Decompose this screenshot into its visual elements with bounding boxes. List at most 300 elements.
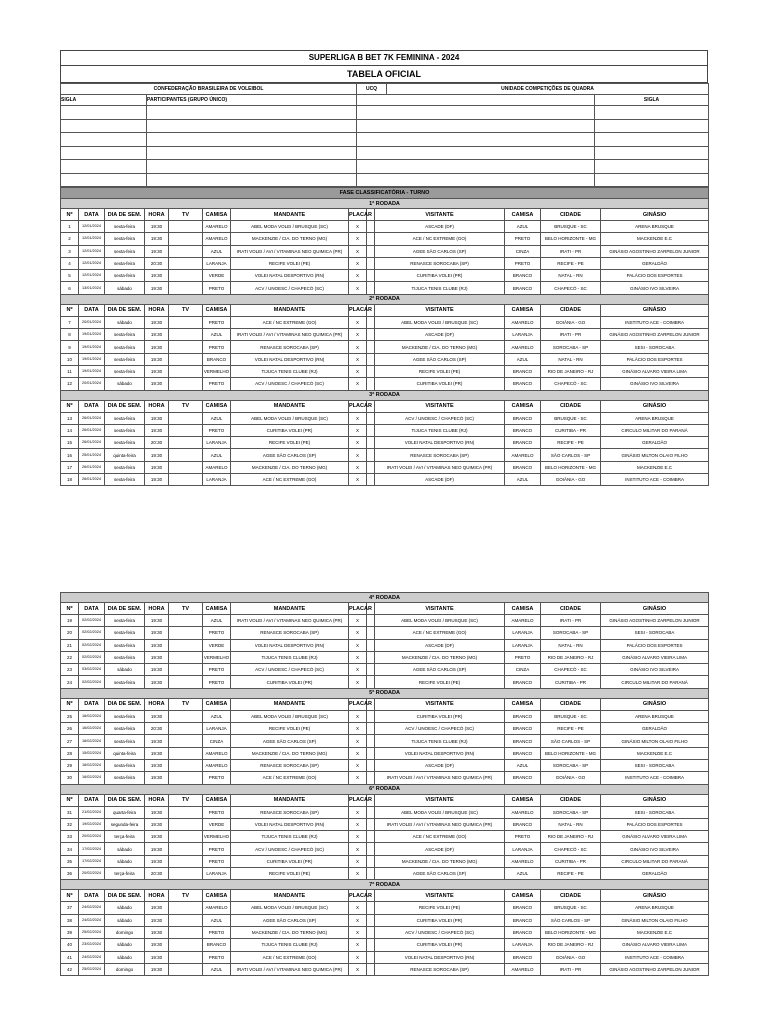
col-home-team: TIJUCA TENIS CLUBE (RJ): [231, 939, 349, 951]
col-weekday: sábado: [105, 855, 145, 867]
col-num: 10: [61, 353, 79, 365]
col-away-shirt: AMARELO: [505, 316, 541, 328]
column-header-row: [61, 304, 709, 316]
col-city: GOIÂNIA - GO: [541, 772, 601, 784]
schedule-table-1: [60, 187, 709, 486]
col-gym: GINÁSIO MILTON OLAIO FILHO: [601, 914, 709, 926]
col-away-team: AGEE SÃO CARLOS (SP): [375, 245, 505, 257]
col-city: RECIFE - PE: [541, 868, 601, 880]
col-weekday: sexta-feira: [105, 437, 145, 449]
col-away-team: VOLEI NATAL DESPORTIVO (RN): [375, 951, 505, 963]
col-away-team-header: VISITANTE: [375, 209, 505, 221]
col-score2: [367, 627, 375, 639]
col-weekday: sábado: [105, 951, 145, 963]
col-home-team: RENASCE SOROCABA (SP): [231, 759, 349, 771]
col-home-team: ACV / UNOESC / CHAPECÓ (SC): [231, 378, 349, 390]
col-num: 11: [61, 365, 79, 377]
col-weekday-header: DIA DE SEM.: [105, 400, 145, 412]
col-score2: [367, 710, 375, 722]
col-city: GOIÂNIA - GO: [541, 316, 601, 328]
phase-title: FASE CLASSIFICATÓRIA - TURNO: [61, 188, 709, 199]
col-weekday-header: DIA DE SEM.: [105, 304, 145, 316]
column-header-row: [61, 603, 709, 615]
col-date: 24/02/2024: [79, 914, 105, 926]
col-city: NATAL - RN: [541, 270, 601, 282]
col-gym: GINÁSIO AGOSTINHO ZARPELON JUNIOR: [601, 963, 709, 975]
col-home-team: CURITIBA VOLEI (PR): [231, 424, 349, 436]
col-city: BRUSQUE - SC: [541, 710, 601, 722]
col-score2: [367, 378, 375, 390]
col-gym: GINÁSIO ALVARO VIEIRA LIMA: [601, 831, 709, 843]
col-weekday: terça-feira: [105, 868, 145, 880]
col-weekday: sexta-feira: [105, 365, 145, 377]
col-date: 25/01/2024: [79, 449, 105, 461]
col-weekday: sexta-feira: [105, 676, 145, 688]
col-home-shirt: LARANJA: [203, 474, 231, 486]
col-num: 5: [61, 270, 79, 282]
col-date: 19/01/2024: [79, 365, 105, 377]
col-away-team: ABEL MODA VOLEI / BRUSQUE (SC): [375, 316, 505, 328]
col-score2: [367, 437, 375, 449]
col-score-header: PLACAR: [349, 603, 367, 615]
col-tv: [169, 437, 203, 449]
participant-blank-row: [61, 119, 709, 133]
col-score-header: PLACAR: [349, 400, 367, 412]
col-away-shirt: AMARELO: [505, 963, 541, 975]
col-date: 02/02/2024: [79, 676, 105, 688]
col-tv: [169, 855, 203, 867]
col-away-shirt: BRANCO: [505, 818, 541, 830]
col-score: X: [349, 939, 367, 951]
col-score: X: [349, 855, 367, 867]
round-title: 5ª RODADA: [61, 688, 709, 698]
col-time: 19:30: [145, 735, 169, 747]
col-date: 16/02/2024: [79, 723, 105, 735]
col-city: IRATI - PR: [541, 329, 601, 341]
col-weekday: sábado: [105, 378, 145, 390]
col-date: 02/02/2024: [79, 615, 105, 627]
match-row: [61, 639, 709, 651]
col-num: 41: [61, 951, 79, 963]
col-gym: MACKENZIE E.C: [601, 747, 709, 759]
col-gym: ARENA BRUSQUE: [601, 412, 709, 424]
col-gym: PALÁCIO DOS ESPORTES: [601, 353, 709, 365]
col-away-team: ABEL MODA VOLEI / BRUSQUE (SC): [375, 615, 505, 627]
col-num: 7: [61, 316, 79, 328]
col-time: 19:30: [145, 926, 169, 938]
col-date: 26/01/2024: [79, 424, 105, 436]
col-gym: GINÁSIO AGOSTINHO ZARPELON JUNIOR: [601, 329, 709, 341]
round-title: 4ª RODADA: [61, 593, 709, 603]
col-weekday: sexta-feira: [105, 735, 145, 747]
schedule-table-2: [60, 592, 709, 976]
col-weekday-header: DIA DE SEM.: [105, 794, 145, 806]
col-city: BELO HORIZONTE - MG: [541, 461, 601, 473]
col-away-team: TIJUCA TENIS CLUBE (RJ): [375, 282, 505, 294]
col-city-header: CIDADE: [541, 698, 601, 710]
col-score2: [367, 676, 375, 688]
col-time: 19:30: [145, 664, 169, 676]
col-home-shirt: AMARELO: [203, 221, 231, 233]
col-score-header: PLACAR: [349, 209, 367, 221]
col-tv-header: TV: [169, 698, 203, 710]
col-away-shirt: BRANCO: [505, 365, 541, 377]
col-home-team-header: MANDANTE: [231, 603, 349, 615]
col-weekday: sexta-feira: [105, 461, 145, 473]
col-away-team: AGEE SÃO CARLOS (SP): [375, 868, 505, 880]
match-row: [61, 855, 709, 867]
col-home-team: AGEE SÃO CARLOS (SP): [231, 449, 349, 461]
col-city-header: CIDADE: [541, 890, 601, 902]
col-home-team: MACKENZIE / CIA. DO TERNO (MG): [231, 461, 349, 473]
col-weekday: sexta-feira: [105, 412, 145, 424]
col-weekday: sábado: [105, 316, 145, 328]
col-weekday: sexta-feira: [105, 710, 145, 722]
col-score: X: [349, 902, 367, 914]
col-weekday-header: DIA DE SEM.: [105, 698, 145, 710]
col-away-team: RENASCE SOROCABA (SP): [375, 963, 505, 975]
col-score: X: [349, 639, 367, 651]
col-time: 19:30: [145, 855, 169, 867]
col-num: 22: [61, 651, 79, 663]
col-gym: PALÁCIO DOS ESPORTES: [601, 818, 709, 830]
col-num: 28: [61, 747, 79, 759]
col-time: 19:30: [145, 449, 169, 461]
col-city-header: CIDADE: [541, 794, 601, 806]
col-num: 33: [61, 831, 79, 843]
col-num: 12: [61, 378, 79, 390]
col-tv: [169, 831, 203, 843]
col-num: 21: [61, 639, 79, 651]
match-row: [61, 926, 709, 938]
col-score: X: [349, 461, 367, 473]
col-score: X: [349, 806, 367, 818]
col-gym: GINÁSIO IVO SILVEIRA: [601, 282, 709, 294]
match-row: [61, 627, 709, 639]
col-gym: PALÁCIO DOS ESPORTES: [601, 270, 709, 282]
col-city: BELO HORIZONTE - MG: [541, 747, 601, 759]
col-date-header: DATA: [79, 698, 105, 710]
col-home-team: ABEL MODA VOLEI / BRUSQUE (SC): [231, 710, 349, 722]
col-weekday: sexta-feira: [105, 270, 145, 282]
col-away-shirt: BRANCO: [505, 461, 541, 473]
col-weekday: sexta-feira: [105, 245, 145, 257]
col-date: 19/01/2024: [79, 353, 105, 365]
col-score: X: [349, 926, 367, 938]
col-away-team-header: VISITANTE: [375, 794, 505, 806]
match-row: [61, 353, 709, 365]
col-city: RECIFE - PE: [541, 723, 601, 735]
col-tv: [169, 270, 203, 282]
col-away-shirt: BRANCO: [505, 772, 541, 784]
col-score2: [367, 270, 375, 282]
col-tv: [169, 233, 203, 245]
col-tv: [169, 747, 203, 759]
col-away-shirt: AMARELO: [505, 855, 541, 867]
col-away-shirt: LARANJA: [505, 627, 541, 639]
col-date-header: DATA: [79, 890, 105, 902]
col-tv: [169, 365, 203, 377]
col-score: X: [349, 914, 367, 926]
col-away-team: IRATI VOLEI / AVI / VITAMINAS NEO QUIMICA (PR): [375, 772, 505, 784]
col-home-team: VOLEI NATAL DESPORTIVO (RN): [231, 818, 349, 830]
col-num: 35: [61, 855, 79, 867]
col-weekday: sexta-feira: [105, 474, 145, 486]
col-num: 31: [61, 806, 79, 818]
col-away-shirt: BRANCO: [505, 676, 541, 688]
col-tv: [169, 424, 203, 436]
match-row: [61, 424, 709, 436]
col-tv: [169, 926, 203, 938]
col-tv: [169, 772, 203, 784]
col-away-team: IRATI VOLEI / AVI / VITAMINAS NEO QUIMICA (PR): [375, 818, 505, 830]
col-num: 24: [61, 676, 79, 688]
col-num: 30: [61, 772, 79, 784]
col-num: 2: [61, 233, 79, 245]
col-tv: [169, 341, 203, 353]
col-city: BELO HORIZONTE - MG: [541, 926, 601, 938]
col-time: 19:30: [145, 831, 169, 843]
col-time: 20:30: [145, 437, 169, 449]
col-tv: [169, 759, 203, 771]
col-away-team-header: VISITANTE: [375, 400, 505, 412]
col-away-shirt-header: CAMISA: [505, 209, 541, 221]
col-home-team: ABEL MODA VOLEI / BRUSQUE (SC): [231, 221, 349, 233]
col-score2: [367, 412, 375, 424]
col-date: 19/02/2024: [79, 818, 105, 830]
col-date: 24/02/2024: [79, 902, 105, 914]
col-away-team: ASCADE (DF): [375, 639, 505, 651]
match-row: [61, 963, 709, 975]
col-time-header: HORA: [145, 890, 169, 902]
match-row: [61, 449, 709, 461]
match-row: [61, 772, 709, 784]
col-time: 19:30: [145, 710, 169, 722]
col-tv-header: TV: [169, 400, 203, 412]
col-gym: GERALDÃO: [601, 257, 709, 269]
col-away-team-header: VISITANTE: [375, 603, 505, 615]
col-num: 8: [61, 329, 79, 341]
col-num: 16: [61, 449, 79, 461]
col-home-shirt: AZUL: [203, 710, 231, 722]
match-row: [61, 723, 709, 735]
col-score2: [367, 914, 375, 926]
col-weekday: sábado: [105, 664, 145, 676]
col-time: 19:30: [145, 353, 169, 365]
col-time: 19:30: [145, 627, 169, 639]
participant-blank-row: [61, 146, 709, 160]
col-home-shirt: CINZA: [203, 735, 231, 747]
col-home-team-header: MANDANTE: [231, 698, 349, 710]
col-away-shirt: PRETO: [505, 651, 541, 663]
col-away-shirt: AZUL: [505, 221, 541, 233]
col-weekday: quarta-feira: [105, 806, 145, 818]
col-away-shirt-header: CAMISA: [505, 890, 541, 902]
col-city: CURITIBA - PR: [541, 424, 601, 436]
col-away-shirt-header: CAMISA: [505, 304, 541, 316]
col-home-shirt: AMARELO: [203, 747, 231, 759]
col-gym: CIRCULO MILITAR DO PARANÁ: [601, 424, 709, 436]
col-away-team: ASCADE (DF): [375, 329, 505, 341]
col-home-shirt: AZUL: [203, 245, 231, 257]
col-weekday: quinta-feira: [105, 747, 145, 759]
col-date: 15/02/2024: [79, 747, 105, 759]
col-weekday: sábado: [105, 902, 145, 914]
col-home-team: IRATI VOLEI / AVI / VITAMINAS NEO QUIMICA (PR): [231, 963, 349, 975]
col-home-team: AGEE SÃO CARLOS (SP): [231, 914, 349, 926]
col-date: 20/02/2024: [79, 831, 105, 843]
col-time: 19:30: [145, 806, 169, 818]
col-home-team: ACE / NC EXTREME (GO): [231, 316, 349, 328]
col-home-shirt: LARANJA: [203, 723, 231, 735]
col-weekday: domingo: [105, 963, 145, 975]
col-score2: [367, 818, 375, 830]
col-away-team: CURITIBA VOLEI (PR): [375, 710, 505, 722]
col-score: X: [349, 353, 367, 365]
col-gym: GINÁSIO IVO SILVEIRA: [601, 843, 709, 855]
col-away-shirt-header: CAMISA: [505, 603, 541, 615]
col-home-team: ACV / UNOESC / CHAPECÓ (SC): [231, 282, 349, 294]
col-time: 19:30: [145, 914, 169, 926]
col-score2: [367, 316, 375, 328]
col-weekday: sábado: [105, 914, 145, 926]
col-num: 4: [61, 257, 79, 269]
col-home-shirt-header: CAMISA: [203, 698, 231, 710]
match-row: [61, 806, 709, 818]
col-score: X: [349, 615, 367, 627]
col-away-shirt: BRANCO: [505, 437, 541, 449]
col-weekday: quinta-feira: [105, 449, 145, 461]
col-away-team: ASCADE (DF): [375, 843, 505, 855]
col-weekday: terça-feira: [105, 831, 145, 843]
col-num: 34: [61, 843, 79, 855]
col-time: 19:30: [145, 902, 169, 914]
col-score: X: [349, 747, 367, 759]
match-row: [61, 341, 709, 353]
col-num-header: Nº: [61, 304, 79, 316]
col-date: 26/01/2024: [79, 412, 105, 424]
match-row: [61, 868, 709, 880]
col-score: X: [349, 378, 367, 390]
col-num: 25: [61, 710, 79, 722]
col-away-shirt: AMARELO: [505, 806, 541, 818]
match-row: [61, 951, 709, 963]
col-score2: [367, 424, 375, 436]
col-city: NATAL - RN: [541, 818, 601, 830]
col-score2: [367, 723, 375, 735]
col-home-shirt-header: CAMISA: [203, 603, 231, 615]
col-tv: [169, 902, 203, 914]
col-weekday: sexta-feira: [105, 329, 145, 341]
col-home-shirt: AZUL: [203, 329, 231, 341]
col-score2: [367, 245, 375, 257]
col-weekday-header: DIA DE SEM.: [105, 209, 145, 221]
col-score: X: [349, 710, 367, 722]
col-weekday: sexta-feira: [105, 233, 145, 245]
col-home-team: IRATI VOLEI / AVI / VITAMINAS NEO QUIMICA (PR): [231, 615, 349, 627]
col-tv: [169, 664, 203, 676]
col-home-shirt: AZUL: [203, 449, 231, 461]
schedule-sheet-page-2: [60, 592, 708, 976]
col-num: 13: [61, 412, 79, 424]
col-away-team: AGEE SÃO CARLOS (SP): [375, 664, 505, 676]
col-gym: GERALDÃO: [601, 723, 709, 735]
match-row: [61, 221, 709, 233]
col-away-shirt: BRANCO: [505, 914, 541, 926]
col-tv: [169, 257, 203, 269]
col-weekday: sexta-feira: [105, 257, 145, 269]
schedule-sheet-page-1: [60, 50, 708, 486]
col-date: 02/02/2024: [79, 627, 105, 639]
col-time: 19:30: [145, 316, 169, 328]
col-home-team: IRATI VOLEI / AVI / VITAMINAS NEO QUIMICA (PR): [231, 329, 349, 341]
col-home-team: TIJUCA TENIS CLUBE (RJ): [231, 365, 349, 377]
col-score2: [367, 939, 375, 951]
col-time-header: HORA: [145, 603, 169, 615]
col-time: 19:30: [145, 639, 169, 651]
col-gym: SESI - SOROCABA: [601, 806, 709, 818]
org-name: CONFEDERAÇÃO BRASILEIRA DE VOLEIBOL: [61, 84, 357, 95]
col-home-team: MACKENZIE / CIA. DO TERNO (MG): [231, 926, 349, 938]
col-home-team: MACKENZIE / CIA. DO TERNO (MG): [231, 233, 349, 245]
col-tv: [169, 951, 203, 963]
col-away-team: ABEL MODA VOLEI / BRUSQUE (SC): [375, 806, 505, 818]
col-time: 20:30: [145, 723, 169, 735]
col-score2: [367, 868, 375, 880]
col-weekday: sexta-feira: [105, 615, 145, 627]
col-home-shirt: AZUL: [203, 914, 231, 926]
col-gym: CIRCULO MILITAR DO PARANÁ: [601, 676, 709, 688]
col-score: X: [349, 365, 367, 377]
col-home-shirt: PRETO: [203, 424, 231, 436]
col-time: 19:30: [145, 747, 169, 759]
col-home-team: ACE / NC EXTREME (GO): [231, 772, 349, 784]
column-header-row: [61, 400, 709, 412]
col-home-team: AGEE SÃO CARLOS (SP): [231, 735, 349, 747]
participant-blank-row: [61, 173, 709, 187]
col-gym: ARENA BRUSQUE: [601, 902, 709, 914]
col-score: X: [349, 831, 367, 843]
col-time: 19:30: [145, 329, 169, 341]
col-date-header: DATA: [79, 794, 105, 806]
col-gym: GINÁSIO MILTON OLAIO FILHO: [601, 735, 709, 747]
col-home-shirt: PRETO: [203, 855, 231, 867]
col-gym-header: GINÁSIO: [601, 890, 709, 902]
col-score2: [367, 963, 375, 975]
col-home-shirt: VERDE: [203, 639, 231, 651]
col-score: X: [349, 221, 367, 233]
col-home-team: RENASCE SOROCABA (SP): [231, 627, 349, 639]
col-home-team: RENASCE SOROCABA (SP): [231, 341, 349, 353]
col-score-header: PLACAR: [349, 794, 367, 806]
col-time: 19:30: [145, 474, 169, 486]
col-tv: [169, 639, 203, 651]
col-date: 17/02/2024: [79, 843, 105, 855]
col-time: 19:30: [145, 843, 169, 855]
col-score: X: [349, 818, 367, 830]
col-weekday: sexta-feira: [105, 221, 145, 233]
col-gym: SESI - SOROCABA: [601, 759, 709, 771]
col-away-team: RECIFE VOLEI (PE): [375, 365, 505, 377]
col-date: 21/02/2024: [79, 806, 105, 818]
col-home-team: RECIFE VOLEI (PE): [231, 868, 349, 880]
col-away-team: TIJUCA TENIS CLUBE (RJ): [375, 735, 505, 747]
col-score-header: PLACAR: [349, 304, 367, 316]
col-score2: [367, 759, 375, 771]
col-home-shirt: PRETO: [203, 316, 231, 328]
match-row: [61, 461, 709, 473]
col-away-shirt: BRANCO: [505, 926, 541, 938]
